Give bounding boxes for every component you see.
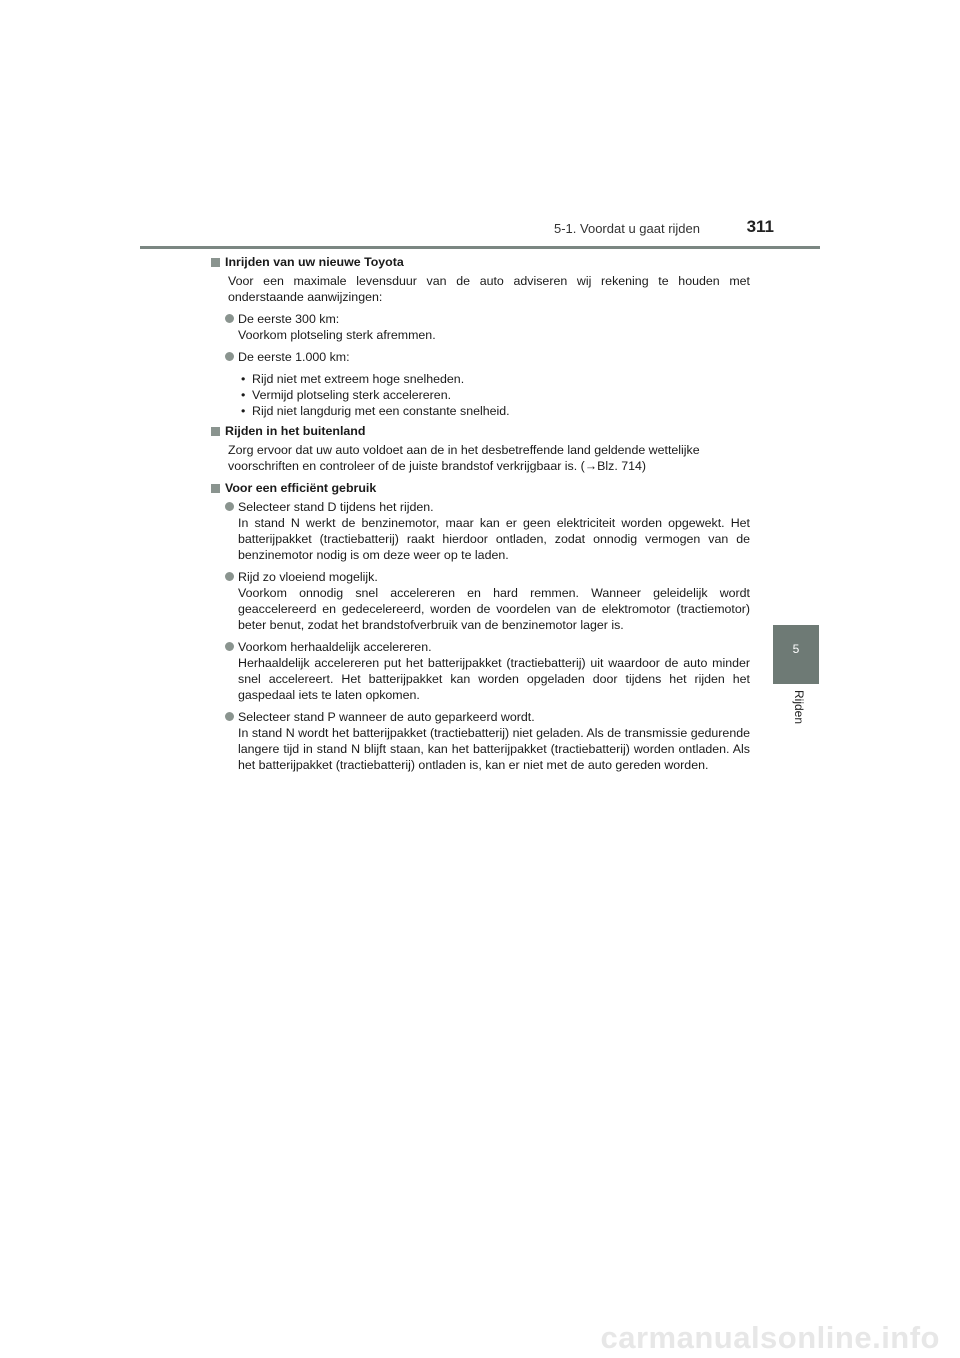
circle-bullet-icon — [225, 502, 234, 511]
heading-text: Voor een efficiënt gebruik — [225, 481, 377, 495]
sub-item-text: Vermijd plotseling sterk accelereren. — [252, 388, 452, 402]
bullet-line: Herhaaldelijk accelereren put het batterijpakket (tractiebatterij) uit waardoor de auto minder snel accelereert. Het batterijpakket kan worden opgeladen door tijdens het rijden het gaspedaal iets te laten opkomen. — [238, 656, 750, 702]
bullet-line: Voorkom plotseling sterk afremmen. — [238, 328, 436, 342]
list-item — [210, 311, 750, 343]
small-dot-icon: • — [241, 388, 246, 402]
page-content — [210, 254, 750, 779]
page-number: 311 — [746, 217, 774, 236]
sub-list — [210, 371, 750, 419]
bullet-line: Rijd zo vloeiend mogelijk. — [238, 570, 378, 584]
small-dot-icon: • — [241, 404, 246, 418]
circle-bullet-icon — [225, 314, 234, 323]
list-item — [210, 349, 750, 365]
section-heading — [210, 254, 750, 270]
circle-bullet-icon — [225, 572, 234, 581]
chapter-number: 5 — [792, 642, 800, 656]
section-inrijden — [210, 254, 750, 419]
bullet-line: De eerste 1.000 km: — [238, 350, 350, 364]
small-dot-icon: • — [241, 372, 246, 386]
list-item — [210, 639, 750, 703]
section-efficient — [210, 480, 750, 773]
section-heading — [210, 480, 750, 496]
heading-text: Rijden in het buitenland — [225, 424, 366, 438]
list-item — [210, 499, 750, 563]
watermark: carmanualsonline.info — [600, 1320, 940, 1355]
sub-list-item — [240, 403, 750, 419]
sub-list-item — [240, 371, 750, 387]
section-intro: Zorg ervoor dat uw auto voldoet aan de in het desbetreffende land geldende wettelijke voorschriften en controleer of de juiste brandstof verkrijgbaar is. (→Blz. 714) — [228, 443, 700, 473]
list-item — [210, 709, 750, 773]
section-heading — [210, 423, 750, 439]
circle-bullet-icon — [225, 352, 234, 361]
bullet-line: Selecteer stand P wanneer de auto geparkeerd wordt. — [238, 710, 535, 724]
sub-item-text: Rijd niet langdurig met een constante snelheid. — [252, 404, 510, 418]
bullet-line: In stand N werkt de benzinemotor, maar kan er geen elektriciteit worden opgewekt. Het batterijpakket (tractiebatterij) raakt hierdoor ontladen, zodat onnodig vermogen van de benzinemotor nodig is om deze weer op te laden. — [238, 516, 750, 562]
list-item — [210, 569, 750, 633]
square-bullet-icon — [211, 258, 220, 267]
square-bullet-icon — [211, 427, 220, 436]
heading-text: Inrijden van uw nieuwe Toyota — [225, 255, 404, 269]
circle-bullet-icon — [225, 642, 234, 651]
bullet-line: De eerste 300 km: — [238, 312, 340, 326]
square-bullet-icon — [211, 484, 220, 493]
circle-bullet-icon — [225, 712, 234, 721]
bullet-line: In stand N wordt het batterijpakket (tractiebatterij) niet geladen. Als de transmissie gedurende langere tijd in stand N blijft staan, kan het batterijpakket (tractiebatterij) worden ontladen. Als het batterijpakket (tractiebatterij) ontladen is, kan er niet met de auto gereden worden. — [238, 726, 750, 772]
sub-list-item — [240, 387, 750, 403]
bullet-line: Voorkom onnodig snel accelereren en hard remmen. Wanneer geleidelijk wordt geaccelereerd en gedecelereerd, worden de voordelen van de elektromotor (tractiemotor) beter benut, zodat het brandstofverbruik van de benzinemotor lager is. — [238, 586, 750, 632]
chapter-tab — [773, 625, 819, 684]
page-footer — [0, 1318, 960, 1358]
section-title: 5-1. Voordat u gaat rijden — [554, 221, 700, 236]
section-intro: Voor een maximale levensduur van de auto adviseren wij rekening te houden met onderstaande aanwijzingen: — [228, 274, 750, 304]
chapter-label: Rijden — [792, 690, 806, 725]
sub-item-text: Rijd niet met extreem hoge snelheden. — [252, 372, 465, 386]
bullet-line: Voorkom herhaaldelijk accelereren. — [238, 640, 432, 654]
section-buitenland — [210, 423, 750, 474]
page-header — [140, 0, 820, 249]
bullet-line: Selecteer stand D tijdens het rijden. — [238, 500, 434, 514]
